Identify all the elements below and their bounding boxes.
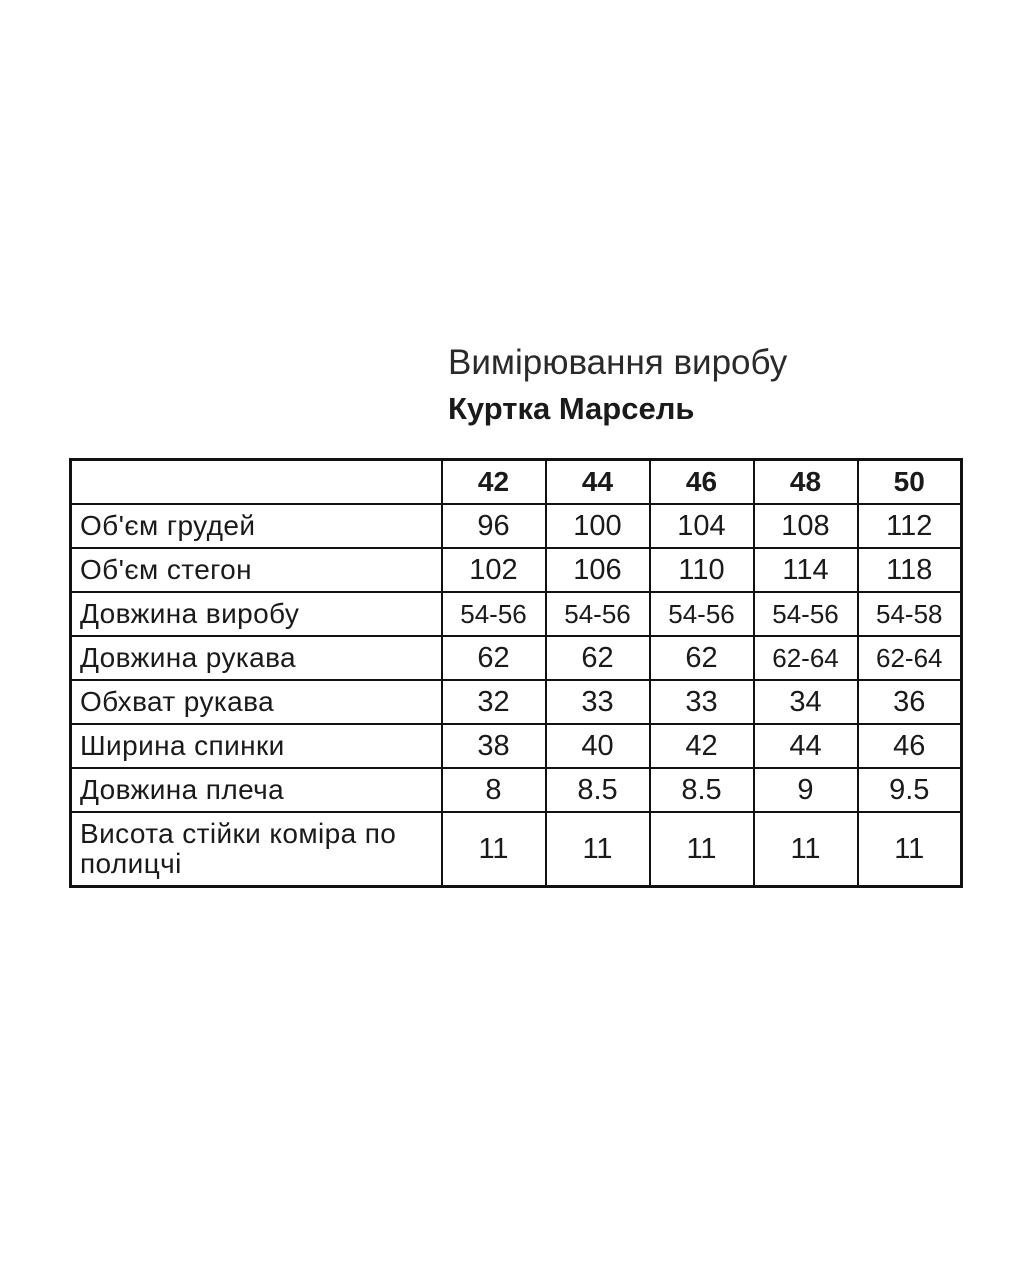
- value-cell: 100: [546, 504, 650, 548]
- value-cell: 62: [546, 636, 650, 680]
- size-chart-table: [69, 458, 963, 888]
- value-cell: 44: [754, 724, 858, 768]
- size-header-cell: 50: [858, 460, 962, 505]
- table-row: [71, 812, 962, 887]
- value-cell: 11: [858, 812, 962, 887]
- value-cell: 36: [858, 680, 962, 724]
- value-cell: 40: [546, 724, 650, 768]
- row-label: Довжина виробу: [71, 592, 442, 636]
- value-cell: 8.5: [546, 768, 650, 812]
- value-cell: 104: [650, 504, 754, 548]
- value-cell: 54-58: [858, 592, 962, 636]
- row-label: Ширина спинки: [71, 724, 442, 768]
- value-cell: 112: [858, 504, 962, 548]
- table-row: [71, 680, 962, 724]
- document-heading: [448, 340, 968, 432]
- value-cell: 34: [754, 680, 858, 724]
- row-label: Об'єм стегон: [71, 548, 442, 592]
- value-cell: 62: [650, 636, 754, 680]
- value-cell: 102: [442, 548, 546, 592]
- value-cell: 9.5: [858, 768, 962, 812]
- value-cell: 11: [546, 812, 650, 887]
- row-label: Довжина рукава: [71, 636, 442, 680]
- value-cell: 11: [754, 812, 858, 887]
- table-row: [71, 592, 962, 636]
- table-row: [71, 548, 962, 592]
- value-cell: 54-56: [650, 592, 754, 636]
- value-cell: 118: [858, 548, 962, 592]
- value-cell: 11: [650, 812, 754, 887]
- value-cell: 114: [754, 548, 858, 592]
- value-cell: 106: [546, 548, 650, 592]
- size-header-cell: 46: [650, 460, 754, 505]
- value-cell: 110: [650, 548, 754, 592]
- row-label: Довжина плеча: [71, 768, 442, 812]
- value-cell: 8.5: [650, 768, 754, 812]
- size-header-row: [71, 460, 962, 505]
- corner-cell: [71, 460, 442, 505]
- table-row: [71, 724, 962, 768]
- document-title: Куртка Марсель: [448, 391, 695, 426]
- size-header-cell: 48: [754, 460, 858, 505]
- value-cell: 33: [650, 680, 754, 724]
- table-row: [71, 768, 962, 812]
- value-cell: 46: [858, 724, 962, 768]
- row-label: Обхват рукава: [71, 680, 442, 724]
- value-cell: 42: [650, 724, 754, 768]
- value-cell: 62: [442, 636, 546, 680]
- value-cell: 62-64: [858, 636, 962, 680]
- value-cell: 54-56: [442, 592, 546, 636]
- value-cell: 54-56: [754, 592, 858, 636]
- value-cell: 11: [442, 812, 546, 887]
- table-row: [71, 504, 962, 548]
- value-cell: 96: [442, 504, 546, 548]
- row-label: Висота стійки коміра по полицчі: [71, 812, 442, 887]
- size-header-cell: 44: [546, 460, 650, 505]
- value-cell: 9: [754, 768, 858, 812]
- value-cell: 108: [754, 504, 858, 548]
- value-cell: 54-56: [546, 592, 650, 636]
- document-subtitle: Вимірювання виробу: [448, 343, 788, 382]
- value-cell: 32: [442, 680, 546, 724]
- value-cell: 33: [546, 680, 650, 724]
- value-cell: 8: [442, 768, 546, 812]
- value-cell: 38: [442, 724, 546, 768]
- size-header-cell: 42: [442, 460, 546, 505]
- table-row: [71, 636, 962, 680]
- row-label: Об'єм грудей: [71, 504, 442, 548]
- value-cell: 62-64: [754, 636, 858, 680]
